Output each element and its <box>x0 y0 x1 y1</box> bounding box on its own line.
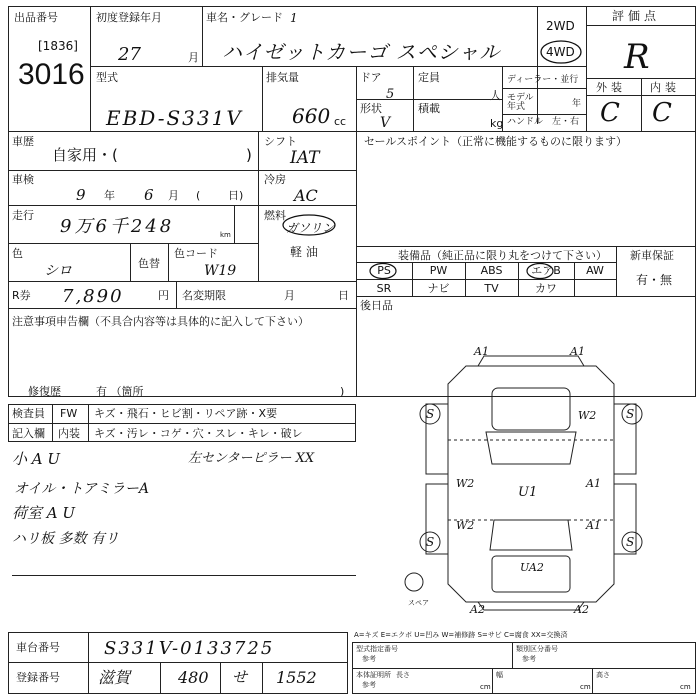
reg-month-unit: 月 <box>188 51 199 64</box>
width-unit: cm <box>580 683 591 691</box>
name-change-label: 名変期限 <box>182 289 226 302</box>
plate-label: 登録番号 <box>16 671 60 684</box>
mileage-unit: km <box>220 231 231 239</box>
exterior-value: C <box>600 98 620 128</box>
width-label: 幅 <box>496 671 503 679</box>
car-diagram <box>400 344 660 616</box>
cert-label: 本体証明所 <box>356 671 391 679</box>
fuel-gasoline: ガソリン <box>286 221 335 235</box>
damage-mark: A1 <box>474 345 489 358</box>
repair-close: ) <box>340 385 345 398</box>
door-label: ドア <box>360 71 382 84</box>
door-value: 5 <box>386 87 395 102</box>
history-label: 車歴 <box>12 135 34 148</box>
lot-bracket: [1836] <box>38 39 78 53</box>
damage-mark: A2 <box>574 603 589 616</box>
inspector-label: 検査員 <box>12 407 45 420</box>
equip-leather: カワ <box>535 282 557 295</box>
length-label: 長さ <box>396 671 410 679</box>
inspection-day-unit: 日) <box>228 189 244 202</box>
damage-mark: W2 <box>578 409 597 422</box>
inspection-year: 9 <box>76 186 86 204</box>
chassis-label: 車台番号 <box>16 641 60 654</box>
interior-label: 内装 <box>650 81 680 94</box>
damage-mark: S <box>426 535 435 549</box>
damage-mark: S <box>626 535 635 549</box>
displacement-unit: cc <box>334 115 347 128</box>
history-close: ) <box>246 146 252 164</box>
mileage-value: 9万6千248 <box>60 216 175 237</box>
load-label: 積載 <box>418 102 440 115</box>
repair-value: 有 （箇所 <box>96 385 144 398</box>
model-cert-label: 型式指定番号 <box>356 645 398 653</box>
interior-code: 内装 <box>58 427 80 440</box>
damage-mark: W2 <box>456 519 475 532</box>
lot-label: 出品番号 <box>14 11 58 24</box>
damage-mark: A1 <box>570 345 585 358</box>
equip-aw: AW <box>586 264 604 277</box>
plate-class: 480 <box>178 668 209 687</box>
remark-2: オイル・トアミラーA <box>14 481 149 497</box>
equip-tv: TV <box>484 282 499 295</box>
equipment-label: 装備品（純正品に限り丸をつけて下さい） <box>398 249 607 262</box>
color-code: W19 <box>204 263 237 279</box>
mileage-label: 走行 <box>12 209 34 222</box>
car-name-label: 車名・グレード <box>206 11 283 24</box>
damage-legend: A=キズ E=エクボ U=凹み W=補修跡 S=サビ C=腐食 XX=交換済 <box>354 631 568 639</box>
ac-label: 冷房 <box>264 173 286 186</box>
circle-gasoline-mark <box>280 212 338 238</box>
pillar-note: 左センターピラー XX <box>188 451 315 466</box>
circle-ps-mark <box>368 262 398 280</box>
name-change-day: 日 <box>338 289 349 302</box>
selling-points-label: セールスポイント（正常に機能するものに限ります） <box>364 135 628 148</box>
history-value: 自家用・( <box>52 146 118 164</box>
fuel-label: 燃料 <box>264 209 286 222</box>
circle-airbag-mark <box>524 262 556 280</box>
repair-label: 修復歴 <box>28 385 61 398</box>
load-unit: kg <box>490 117 504 130</box>
displacement-value: 660 <box>292 104 331 128</box>
dealer-label: ディーラー・並行 <box>507 75 579 85</box>
fw-legend: キズ・飛石・ヒビ割・リペア跡・X要 <box>94 407 278 420</box>
warranty-label: 新車保証 <box>630 249 674 262</box>
aftermarket-label: 後日品 <box>360 299 393 312</box>
model-label: 型式 <box>96 71 118 84</box>
capacity-label: 定員 <box>418 71 440 84</box>
remark-3: 荷室 A U <box>12 504 76 522</box>
handle-value: 左・右 <box>552 117 580 127</box>
class-cert-ref: 参考 <box>522 655 536 663</box>
equip-pw: PW <box>429 264 448 277</box>
interior-legend: キズ・汚レ・コゲ・穴・スレ・キレ・破レ <box>94 427 303 440</box>
color-label: 色 <box>12 247 23 260</box>
interior-value: C <box>652 98 672 128</box>
remark-4: ハリ板 多数 有リ <box>12 531 119 547</box>
inspection-month: 6 <box>144 186 154 204</box>
damage-mark: S <box>626 407 635 421</box>
plate-region: 滋賀 <box>98 668 131 687</box>
plate-number: 1552 <box>276 668 317 687</box>
damage-mark: UA2 <box>520 561 544 574</box>
drive-2wd: 2WD <box>546 19 575 33</box>
model-value: EBD-S331V <box>106 106 243 130</box>
color-code-label: 色コード <box>174 247 218 260</box>
reg-year-label: 初度登録年月 <box>96 11 162 24</box>
entry-label: 記入欄 <box>12 427 45 440</box>
remark-1: 小 A U <box>12 450 61 468</box>
name-change-month: 月 <box>284 289 295 302</box>
damage-mark: A1 <box>586 477 601 490</box>
model-year-label: モデル年式 <box>507 93 534 113</box>
recycle-unit: 円 <box>158 289 169 302</box>
cert-ref: 参考 <box>362 681 376 689</box>
grade-label: 評価点 <box>612 9 661 23</box>
inspection-month-unit: 月 <box>168 189 179 202</box>
recycle-label: R券 <box>12 289 31 302</box>
damage-mark: A1 <box>586 519 601 532</box>
reg-year-value: 27 <box>118 44 141 65</box>
damage-mark: W2 <box>456 477 475 490</box>
model-cert-ref: 参考 <box>362 655 376 663</box>
grade-value: R <box>624 37 650 77</box>
notes-label: 注意事項申告欄（不具合内容等は具体的に記入して下さい） <box>12 315 309 328</box>
damage-mark: S <box>426 407 435 421</box>
warranty-value: 有・無 <box>636 273 673 287</box>
fw-code: FW <box>60 407 78 420</box>
color-value: シロ <box>44 263 72 279</box>
inspection-day-open: ( <box>196 189 201 202</box>
fuel-diesel: 軽 油 <box>290 245 318 259</box>
handle-label: ハンドル <box>507 117 544 127</box>
shape-label: 形状 <box>360 102 382 115</box>
equip-airbag: エアB <box>531 264 561 277</box>
ac-value: AC <box>294 186 318 205</box>
length-unit: cm <box>480 683 491 691</box>
car-name-mark: 1 <box>290 11 298 25</box>
equip-sr: SR <box>376 282 392 295</box>
equip-abs: ABS <box>480 264 503 277</box>
car-name-value: ハイゼットカーゴ スペシャル <box>222 40 501 64</box>
model-year-unit: 年 <box>572 99 582 109</box>
capacity-unit: 人 <box>490 89 501 102</box>
drive-4wd: 4WD <box>546 45 575 59</box>
exterior-label: 外装 <box>596 81 626 94</box>
equip-navi: ナビ <box>427 282 450 295</box>
plate-kana: せ <box>232 668 248 686</box>
height-unit: cm <box>680 683 691 691</box>
recycle-value: 7,890 <box>62 286 124 307</box>
shift-value: IAT <box>290 148 320 168</box>
inspection-year-unit: 年 <box>104 189 115 202</box>
color-change-label: 色替 <box>138 257 160 270</box>
equip-ps: PS <box>377 264 391 277</box>
lot-number: 3016 <box>18 58 85 91</box>
displacement-label: 排気量 <box>266 71 299 84</box>
damage-mark: U1 <box>518 485 538 500</box>
height-label: 高さ <box>596 671 610 679</box>
circle-4wd-mark <box>538 38 584 66</box>
class-cert-label: 類別区分番号 <box>516 645 558 653</box>
inspection-label: 車検 <box>12 173 34 186</box>
shape-value: V <box>380 115 391 131</box>
chassis-value: S331V-0133725 <box>104 638 275 659</box>
damage-mark: A2 <box>470 603 485 616</box>
shift-label: シフト <box>264 135 297 148</box>
spare-label: スペア <box>408 599 429 607</box>
